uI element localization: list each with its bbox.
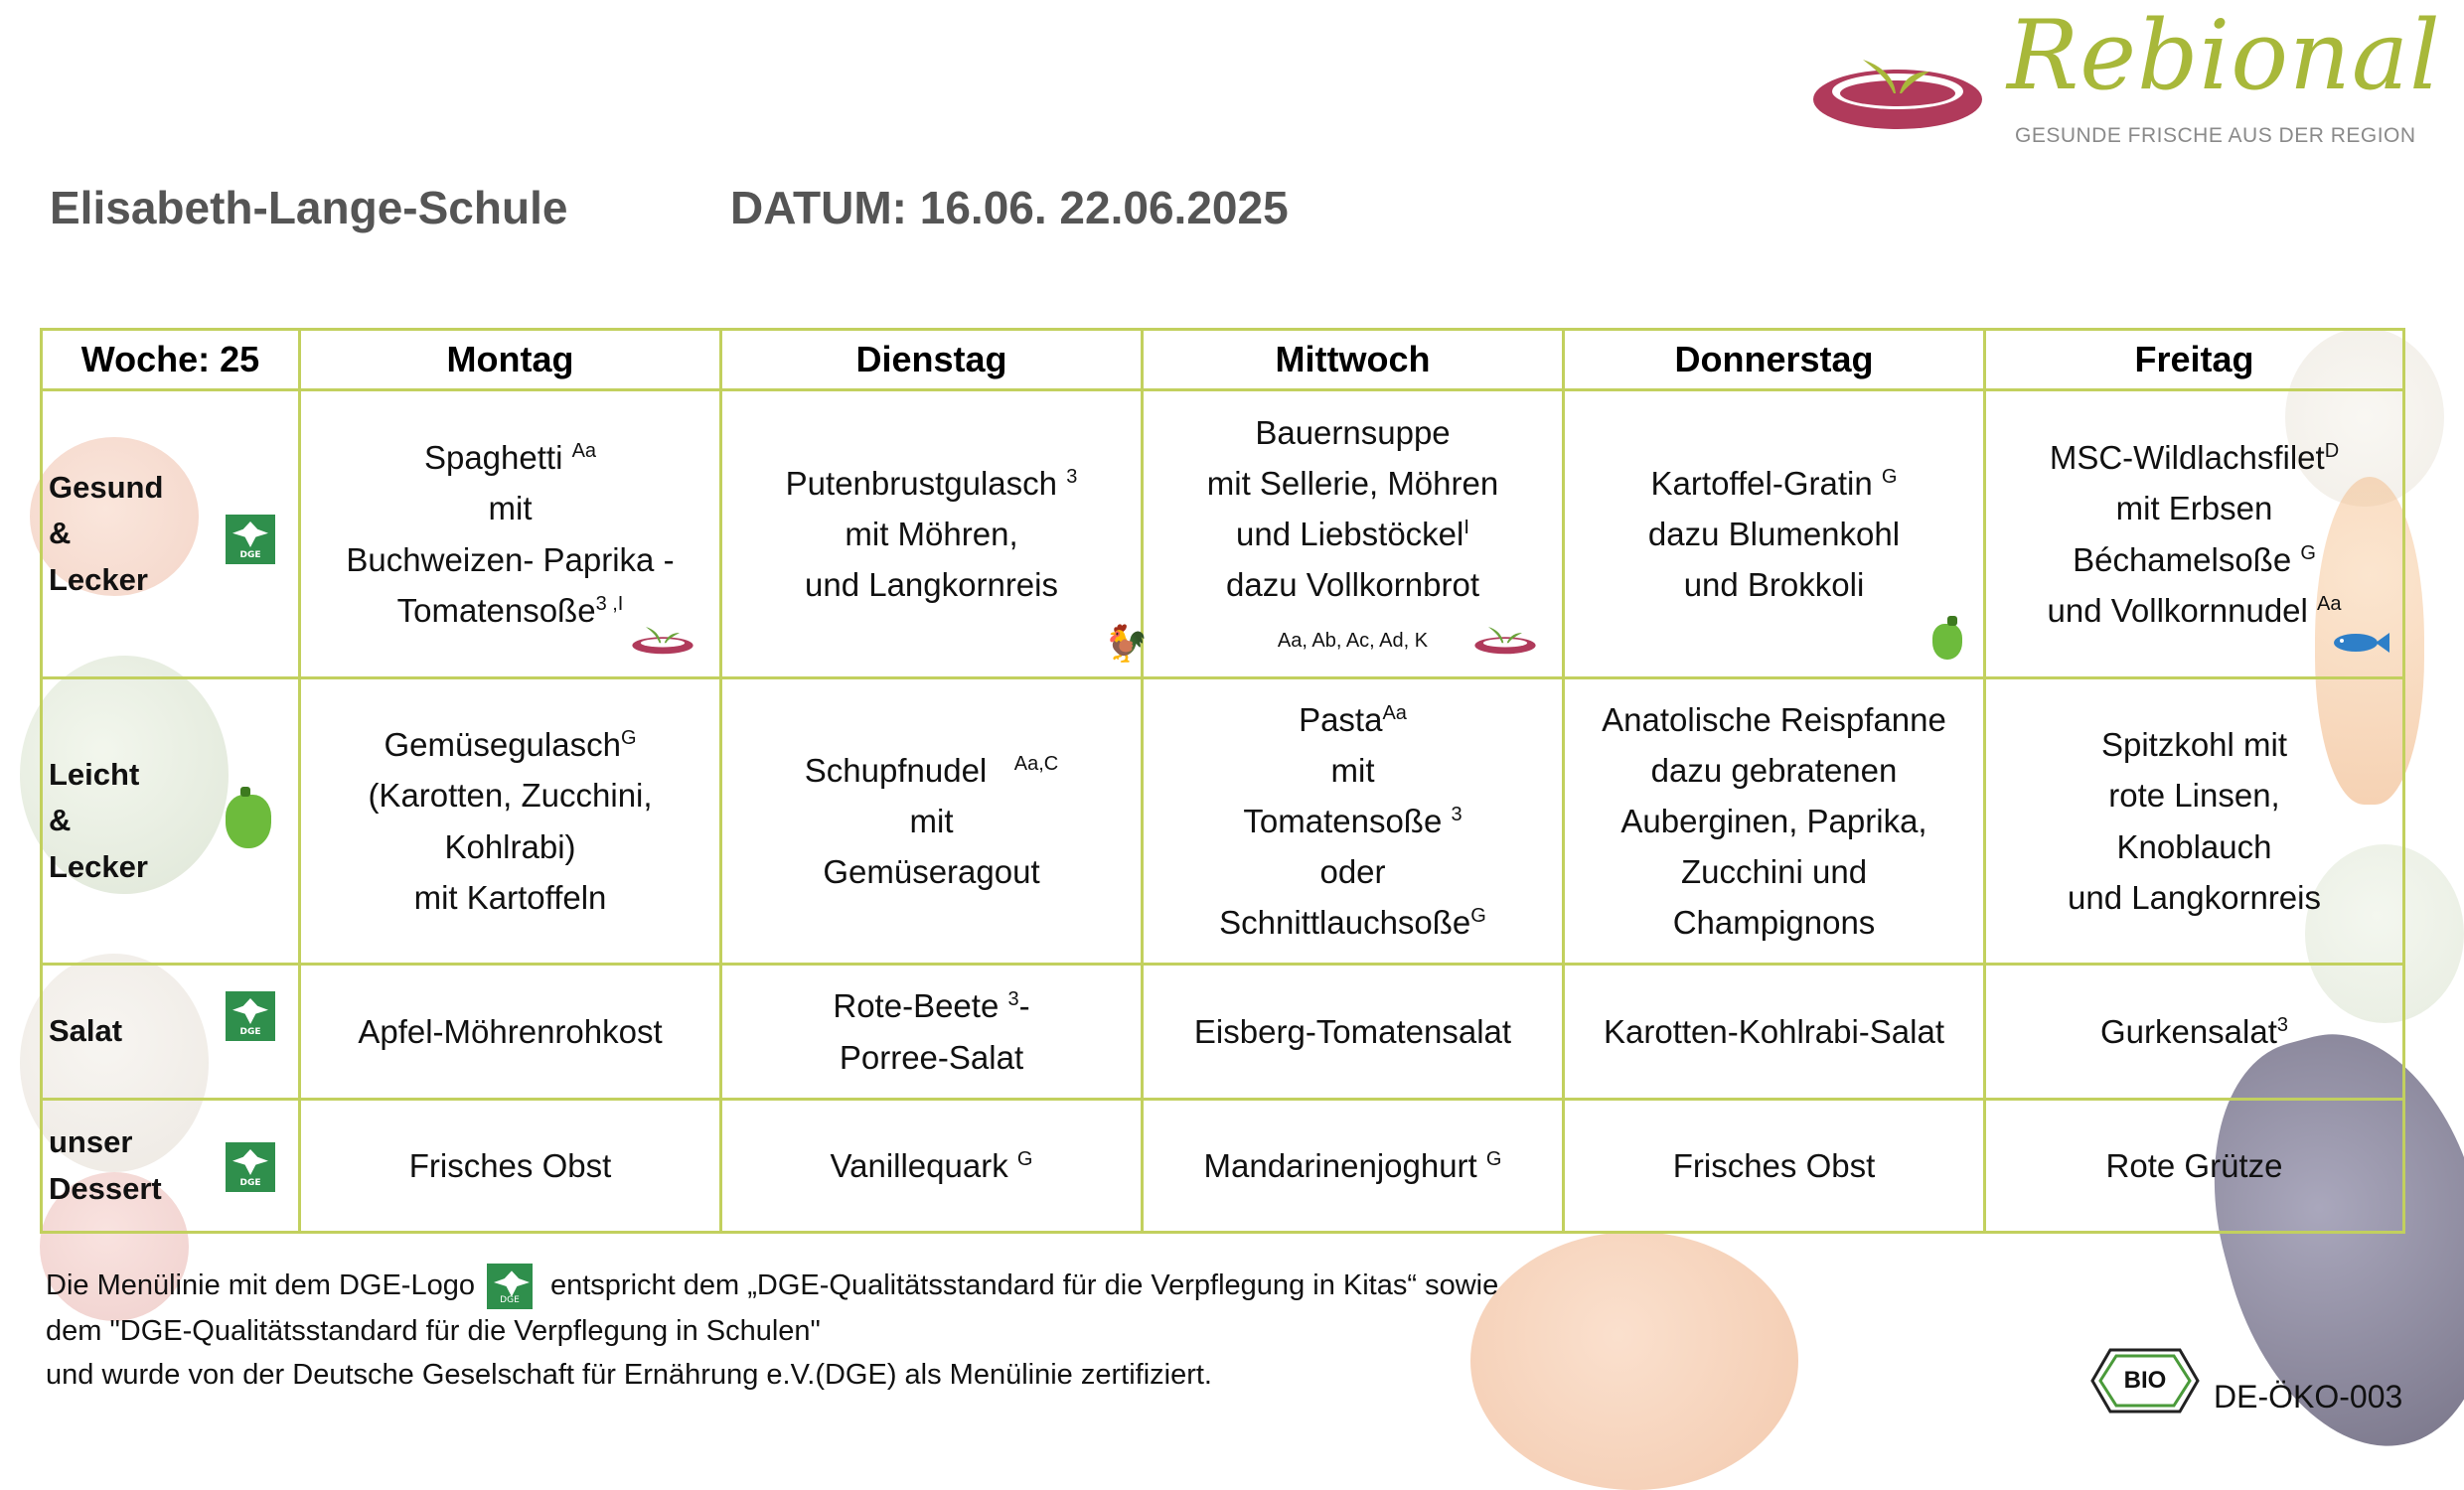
- rebional-logo: [1808, 0, 2441, 149]
- menu-cell: Rote-Beete $^3$- Porree-Salat: [721, 965, 1143, 1100]
- dge-logo-icon: [487, 1264, 533, 1309]
- squash-illustration: [1470, 1232, 1798, 1490]
- menu-cell: Spitzkohl mit rote Linsen, Knoblauch und Langkornreis: [1985, 678, 2404, 965]
- soup-bowl-icon: [623, 622, 702, 656]
- row-label: Salat DGE: [42, 965, 300, 1100]
- dge-logo-icon: [226, 515, 275, 564]
- menu-row-salat: [42, 965, 2404, 1100]
- brand-name: Rebional: [2007, 0, 2441, 111]
- row-label: unser Dessert DGE: [42, 1100, 300, 1233]
- bio-seal-icon: [2090, 1346, 2200, 1416]
- row-label: Leicht & Lecker: [42, 678, 300, 965]
- menu-row-gesund: [42, 390, 2404, 678]
- menu-table: [40, 328, 2405, 1234]
- soup-bowl-icon: [1465, 622, 1545, 656]
- menu-date: DATUM: 16.06. 22.06.2025: [730, 182, 1289, 233]
- menu-cell: MSC-Wildlachsfilet$^D$ mit Erbsen Béchamelsoße $^G$ und Vollkornnudel $^{Aa}$: [1985, 390, 2404, 678]
- menu-cell: Putenbrustgulasch $^3$ mit Möhren, und Langkornreis 🐓: [721, 390, 1143, 678]
- menu-cell: Vanillequark $^G$: [721, 1100, 1143, 1233]
- day-header: Dienstag: [721, 330, 1143, 390]
- menu-row-leicht: [42, 678, 2404, 965]
- row-label: Gesund & Lecker DGE: [42, 390, 300, 678]
- menu-cell: Gemüsegulasch$^G$ (Karotten, Zucchini, Kohlrabi) mit Kartoffeln: [300, 678, 721, 965]
- menu-row-dessert: [42, 1100, 2404, 1233]
- menu-cell: Spaghetti $^{Aa}$ mit Buchweizen- Paprika - Tomatensoße$^{3 ,I}$: [300, 390, 721, 678]
- menu-cell: Pasta$^{Aa}$ mit Tomatensoße $^3$ oder Schnittlauchsoße$^G$: [1143, 678, 1564, 965]
- menu-cell: Kartoffel-Gratin $^G$ dazu Blumenkohl und Brokkoli: [1564, 390, 1985, 678]
- dge-logo-icon: [226, 991, 275, 1041]
- menu-cell: Frisches Obst: [300, 1100, 721, 1233]
- menu-cell: Schupfnudel $^{Aa,C}$ mit Gemüseragout: [721, 678, 1143, 965]
- organic-control-code: DE-ÖKO-003: [2214, 1379, 2403, 1415]
- menu-header-row: [42, 330, 2404, 390]
- school-name: Elisabeth-Lange-Schule: [50, 182, 568, 233]
- allergen-list: Aa, Ab, Ac, Ad, K: [1277, 630, 1429, 653]
- dge-logo-icon: [226, 1142, 275, 1192]
- day-header: Freitag: [1985, 330, 2404, 390]
- day-header: Montag: [300, 330, 721, 390]
- menu-cell: Karotten-Kohlrabi-Salat: [1564, 965, 1985, 1100]
- day-header: Donnerstag: [1564, 330, 1985, 390]
- menu-cell: Mandarinenjoghurt $^G$: [1143, 1100, 1564, 1233]
- poultry-icon: 🐓: [1104, 623, 1149, 664]
- menu-cell: Frisches Obst: [1564, 1100, 1985, 1233]
- bowl-logo-icon: [1808, 50, 1987, 144]
- menu-cell: Eisberg-Tomatensalat: [1143, 965, 1564, 1100]
- week-label: Woche: 25: [42, 330, 300, 390]
- menu-cell: Apfel-Möhrenrohkost: [300, 965, 721, 1100]
- bio-label: BIO: [2123, 1367, 2167, 1394]
- menu-cell: Gurkensalat$^3$: [1985, 965, 2404, 1100]
- vegetarian-pepper-icon: [226, 795, 271, 848]
- vegetarian-pepper-icon: [1932, 624, 1962, 660]
- menu-cell: Anatolische Reispfanne dazu gebratenen Auberginen, Paprika, Zucchini und Champignons: [1564, 678, 1985, 965]
- menu-cell: Rote Grütze: [1985, 1100, 2404, 1233]
- footer-note: Die Menülinie mit dem DGE-LogoDGE entspricht dem „DGE-Qualitätsstandard für die Verpflegung in Kitas“ sowie dem "DGE-Qualitätsstandard für die Verpflegung in Schulen" und wurde von der Deutsche Geselschaft für Ernährung e.V.(DGE) als Menülinie zertifiziert.: [46, 1264, 1498, 1397]
- day-header: Mittwoch: [1143, 330, 1564, 390]
- brand-tagline: GESUNDE FRISCHE AUS DER REGION: [2015, 124, 2416, 147]
- menu-cell: Bauernsuppe mit Sellerie, Möhren und Liebstöckel$^I$ dazu Vollkornbrot Aa, Ab, Ac, Ad, K: [1143, 390, 1564, 678]
- fish-icon: [2330, 628, 2391, 658]
